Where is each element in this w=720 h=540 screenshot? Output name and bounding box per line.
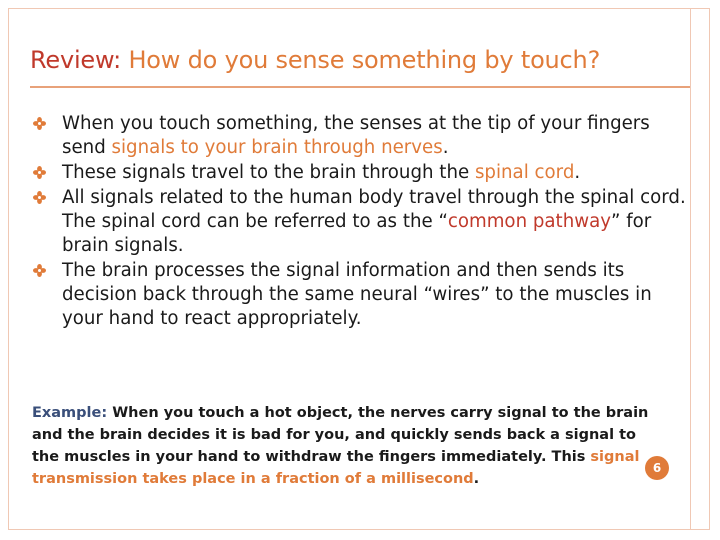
example-text-end: . bbox=[473, 471, 480, 487]
example-label: Example: bbox=[32, 405, 108, 421]
bullet-item bbox=[32, 186, 692, 258]
bullet-highlight: common pathway bbox=[447, 211, 612, 232]
bullet-item bbox=[32, 161, 692, 185]
bullet-text-end: . bbox=[574, 162, 581, 183]
bullet-text: The brain processes the signal information and then sends its decision back through the same neural “wires” to the muscles in your hand to react appropriately. bbox=[62, 260, 652, 329]
example-text: When you touch a hot object, the nerves carry signal to the brain and the brain decides it is bad for you, and quickly sends back a signal to the muscles in your hand to withdraw the fingers immediately. This bbox=[32, 405, 649, 465]
slide-number-badge: 6 bbox=[645, 456, 669, 480]
bullet-list bbox=[32, 112, 692, 332]
bullet-text-end: . bbox=[442, 137, 449, 158]
bullet-item bbox=[32, 259, 692, 331]
title-main: How do you sense something by touch? bbox=[128, 46, 601, 74]
flower-bullet-icon bbox=[33, 117, 46, 130]
title-prefix: Review: bbox=[30, 46, 122, 74]
bullet-item bbox=[32, 112, 692, 160]
example-highlight: signal transmission takes place in a fraction of a millisecond bbox=[32, 449, 640, 487]
bullet-text: All signals related to the human body travel through the spinal cord. The spinal cord can be referred to as the “ bbox=[62, 187, 686, 232]
bullet-text: These signals travel to the brain through the bbox=[62, 162, 475, 183]
bullet-highlight: spinal cord bbox=[474, 162, 575, 183]
slide-title bbox=[30, 46, 600, 74]
flower-bullet-icon bbox=[33, 264, 46, 277]
title-underline bbox=[30, 86, 690, 88]
flower-bullet-icon bbox=[33, 191, 46, 204]
bullet-text-end: ” for brain signals. bbox=[62, 211, 652, 256]
bullet-text: When you touch something, the senses at the tip of your fingers send bbox=[62, 113, 650, 158]
example-paragraph bbox=[32, 402, 652, 490]
side-rail bbox=[690, 8, 710, 530]
bullet-highlight: signals to your brain through nerves bbox=[111, 137, 443, 158]
flower-bullet-icon bbox=[33, 166, 46, 179]
